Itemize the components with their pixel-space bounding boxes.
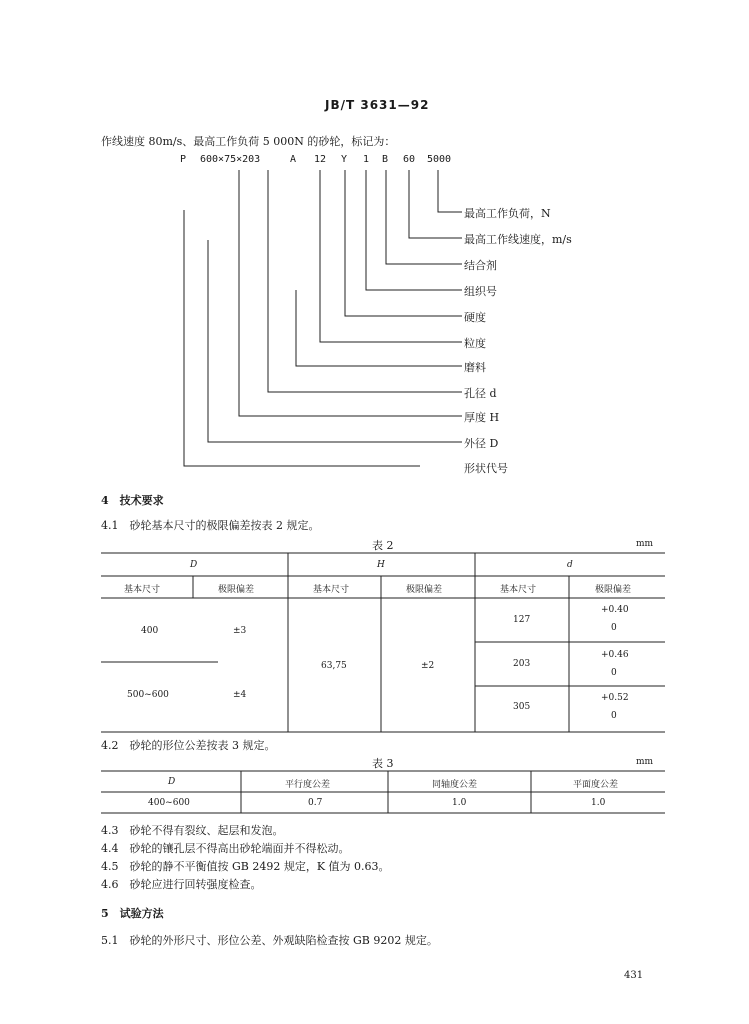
table-2-unit: mm [636, 539, 654, 549]
table-3-header-parallelism: 平行度公差 [285, 780, 331, 790]
table-3-cell-coaxiality: 1.0 [452, 798, 467, 808]
marking-token-load: 5000 [427, 154, 452, 165]
paragraph-4-1: 4.1 砂轮基本尺寸的极限偏差按表 2 规定。 [101, 519, 320, 532]
marking-token-dims: 600×75×203 [200, 154, 261, 165]
document-header: JB/T 3631—92 [325, 98, 430, 112]
paragraph-5-1: 5.1 砂轮的外形尺寸、形位公差、外观缺陷检查按 GB 9202 规定。 [101, 934, 438, 947]
marking-token-bond: B [382, 154, 389, 165]
page-number: 431 [624, 970, 644, 981]
table-2-d-tol-low-1: 0 [611, 623, 617, 633]
table-3-header-flatness: 平面度公差 [573, 780, 619, 790]
marking-token-grit: 12 [314, 154, 327, 165]
label-hardness: 硬度 [464, 311, 486, 324]
table-2-d-tol-low-3: 0 [611, 711, 617, 721]
table-2-H-tol: ±2 [421, 661, 435, 671]
intro-text: 作线速度 80m/s、最高工作负荷 5 000N 的砂轮，标记为： [101, 135, 396, 148]
label-thickness: 厚度 H [464, 411, 500, 424]
table-3-cell-parallelism: 0.7 [308, 798, 323, 808]
table-2-D-tol-2: ±4 [233, 690, 247, 700]
label-bond: 结合剂 [464, 259, 497, 272]
paragraph-4-5: 4.5 砂轮的静不平衡值按 GB 2492 规定，K 值为 0.63。 [101, 860, 390, 873]
table-2-group-d: d [567, 560, 573, 570]
table-2-subheader-H-size: 基本尺寸 [313, 585, 350, 595]
paragraph-4-6: 4.6 砂轮应进行回转强度检查。 [101, 878, 262, 891]
label-abrasive: 磨料 [464, 361, 486, 374]
paragraph-4-3: 4.3 砂轮不得有裂纹、起层和发泡。 [101, 824, 284, 837]
table-3-cell-D: 400~600 [148, 798, 190, 808]
table-2-D-size-2: 500~600 [127, 690, 169, 700]
label-shape-code: 形状代号 [464, 462, 508, 475]
section-4-title: 4 技术要求 [101, 494, 164, 507]
table-3-cell-flatness: 1.0 [591, 798, 606, 808]
paragraph-4-4: 4.4 砂轮的镶孔层不得高出砂轮端面并不得松动。 [101, 842, 350, 855]
label-bore: 孔径 d [464, 387, 497, 400]
table-2-d-size-1: 127 [513, 615, 531, 625]
table-2-subheader-D-tol: 极限偏差 [218, 585, 255, 595]
section-5-title: 5 试验方法 [101, 907, 164, 920]
label-structure: 组织号 [464, 285, 497, 298]
table-2-d-size-3: 305 [513, 702, 531, 712]
table-2-d-tol-up-3: +0.52 [601, 693, 629, 703]
paragraph-4-2: 4.2 砂轮的形位公差按表 3 规定。 [101, 739, 276, 752]
table-2-D-size-1: 400 [141, 626, 159, 636]
table-3-header-D: D [168, 777, 176, 787]
table-3-header-coaxiality: 同轴度公差 [432, 780, 478, 790]
table-2-subheader-H-tol: 极限偏差 [406, 585, 443, 595]
table-2-group-D: D [190, 560, 198, 570]
marking-token-speed: 60 [403, 154, 416, 165]
table-2-d-tol-up-2: +0.46 [601, 650, 629, 660]
table-2-d-tol-up-1: +0.40 [601, 605, 629, 615]
marking-token-shape: P [180, 154, 187, 165]
table-3-unit: mm [636, 757, 654, 767]
marking-token-structure: 1 [363, 154, 370, 165]
table-2-group-H: H [377, 560, 385, 570]
table-2-D-tol-1: ±3 [233, 626, 247, 636]
table-2-subheader-d-tol: 极限偏差 [595, 585, 632, 595]
table-2-subheader-d-size: 基本尺寸 [500, 585, 537, 595]
marking-token-abrasive: A [290, 154, 297, 165]
table-2-H-size: 63,75 [321, 661, 347, 671]
label-diameter: 外径 D [464, 437, 499, 450]
table-2-d-tol-low-2: 0 [611, 668, 617, 678]
marking-token-hardness: Y [341, 154, 348, 165]
label-max-load: 最高工作负荷，N [464, 207, 551, 220]
table-2-d-size-2: 203 [513, 659, 531, 669]
label-max-speed: 最高工作线速度，m/s [464, 233, 572, 246]
label-grit: 粒度 [464, 337, 486, 350]
table-2-caption: 表 2 [372, 539, 394, 552]
table-2-subheader-D-size: 基本尺寸 [124, 585, 161, 595]
table-3-caption: 表 3 [372, 757, 394, 770]
